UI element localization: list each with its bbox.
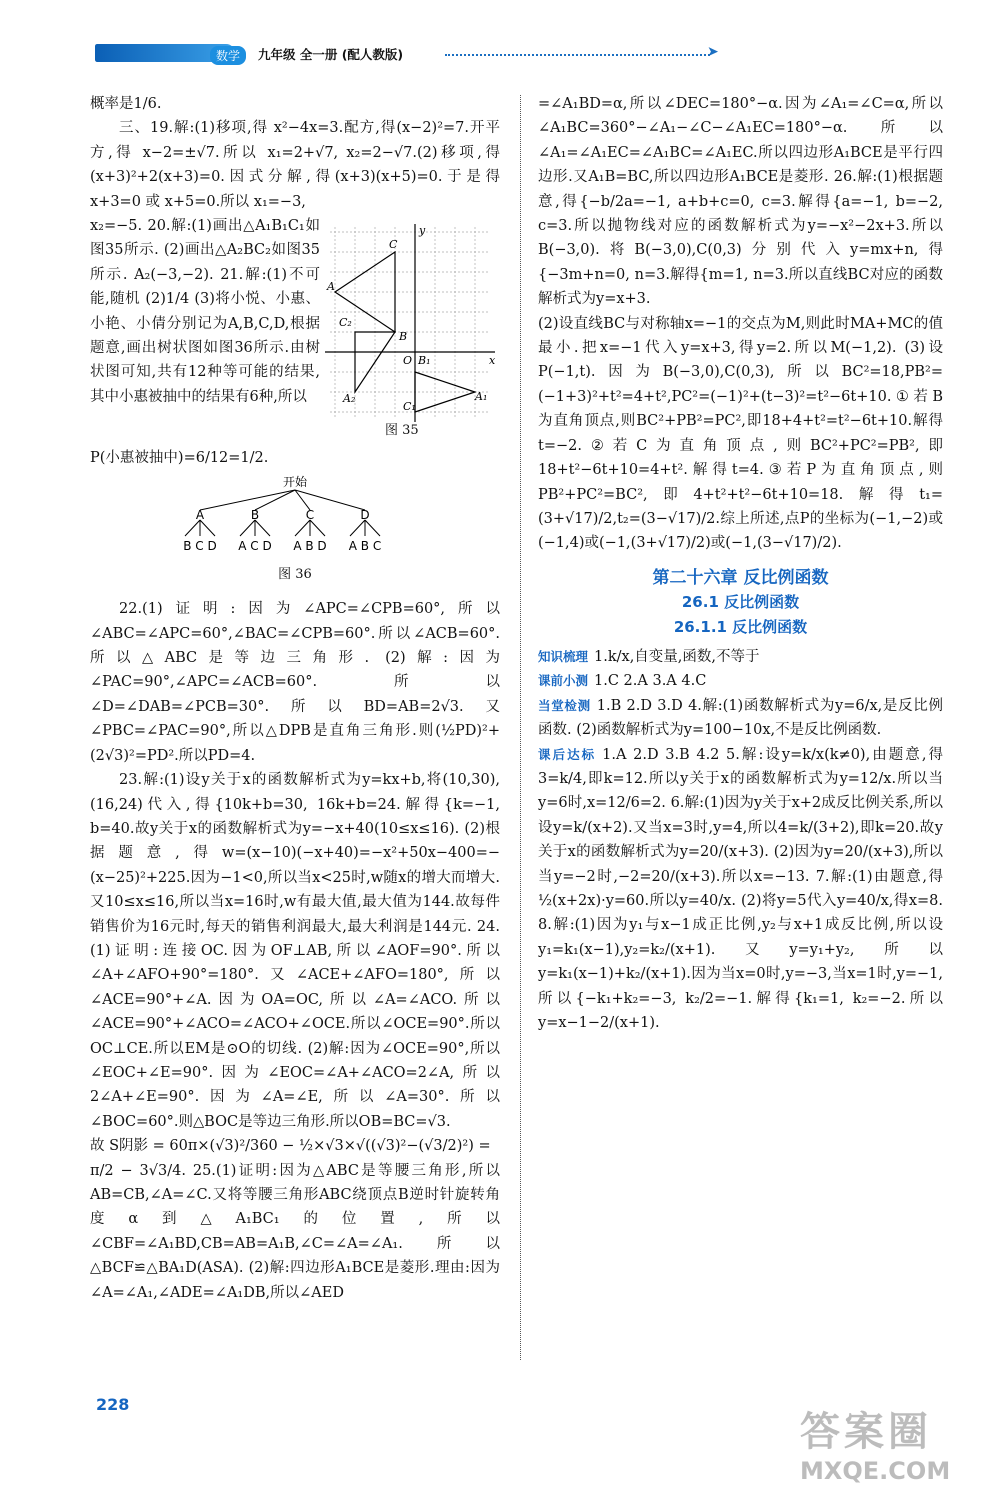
- left-column: [90, 92, 500, 1305]
- svg-text:y: y: [419, 224, 426, 238]
- watermark: [800, 1400, 950, 1485]
- paragraph: 概率是1/6.: [90, 96, 162, 112]
- watermark-url: MXQE.COM: [800, 1457, 951, 1485]
- svg-text:A₁: A₁: [475, 390, 488, 404]
- tree-node: C: [305, 508, 315, 523]
- chapter-title: 第二十六章 反比例函数: [652, 567, 829, 588]
- tree-node: B: [250, 508, 260, 523]
- paragraph: P(小惠被抽中)=6/12=1/2.: [90, 450, 269, 467]
- figure-36-tree: [90, 474, 500, 587]
- figure-35-grid: [325, 222, 500, 422]
- answer-row: [538, 669, 943, 693]
- answer-row: [538, 645, 943, 669]
- answer-text: 1.k/x,自变量,函数,不等于: [594, 648, 760, 665]
- tag-label: 当堂检测: [538, 697, 591, 713]
- subsection-title: 26.1.1 反比例函数: [673, 617, 808, 636]
- subject-badge: 数学: [210, 46, 246, 65]
- paragraph: 23.解:(1)设y关于x的函数解析式为y=kx+b,将(10,30),(16,24)代入,得{10k+b=30, 16k+b=24.解得{k=−1, b=40.故y关于x的函数解析式为y=−x+40(10≤x≤16). (2)根据题意,得w=(x−10)(−x+40)=−x²+50x−400=−(x−25)²+225.因为−1<0,所以当x<25时,w随x的增大而增大.又10≤x≤16,所以当x=16时,w有最大值,最大值为144.故每件销售价为16元时,每天的销售利润最大,最大利润是144元. 24.(1)证明:连接OC.因为OF⊥AB,所以∠AOF=90°.所以∠A+∠AFO+90°=180°.又∠ACE+∠AFO=180°,所以∠ACE=90°+∠A.因为OA=OC,所以∠A=∠ACO.所以∠ACE=90°+∠ACO=∠ACO+∠OCE.所以∠OCE=90°.所以OC⊥CE.所以EM是⊙O的切线. (2)解:因为∠OCE=90°,所以∠EOC+∠E=90°.因为∠EOC=∠A+∠ACO=2∠A,所以2∠A+∠E=90°.因为∠A=∠E,所以∠A=30°.所以∠BOC=60°.则△BOC是等边三角形.所以OB=BC=√3.: [90, 772, 500, 1130]
- paragraph: 故 S阴影 = 60π×(√3)²/360 − ½×√3×√((√3)²−(√3/2)²) =: [90, 1138, 491, 1155]
- paragraph: x₂=−5. 20.解:(1)画出△A₁B₁C₁如图35所示. (2)画出△A₂BC₂如图35所示. A₂(−3,−2). 21.解:(1)不可能,随机 (2)1/4 (3)将小悦、小惠、小艳、小倩分别记为A,B,C,D,根据题意,画出树状图如图36所示.由树状图可知,共有12种等可能的结果,其中小惠被抽中的结果有6种,所以: [90, 218, 320, 405]
- tree-diagram: [170, 474, 420, 554]
- figure-35-block: [90, 214, 500, 439]
- svg-text:B: B: [399, 330, 408, 344]
- figure-35-caption: 图 35: [385, 423, 419, 439]
- paragraph: (2)设直线BC与对称轴x=−1的交点为M,则此时MA+MC的值最小.把x=−1代入y=x+3,得y=2.所以M(−1,2). (3)设P(−1,t).因为B(−3,0),C(0,3),所以BC²=18,PB²=(−1+3)²+t²=4+t²,PC²=(−1)²+(t−3)²=t²−6t+10.①若B为直角顶点,则BC²+PB²=PC²,即18+4+t²=t²−6t+10.解得t=−2.②若C为直角顶点,则BC²+PC²=PB²,即18+t²−6t+10=4+t².解得t=4.③若P为直角顶点,则PB²+PC²=BC²,即4+t²+t²−6t+10=18.解得t₁=(3+√17)/2,t₂=(3−√17)/2.综上所述,点P的坐标为(−1,−2)或(−1,4)或(−1,(3+√17)/2)或(−1,(3−√17)/2).: [538, 315, 943, 552]
- paragraph: 三、19.解:(1)移项,得 x²−4x=3.配方,得(x−2)²=7.开平方,得 x−2=±√7.所以 x₁=2+√7, x₂=2−√7.(2)移项,得(x+3)²+2(x+3)=0.因式分解,得(x+3)(x+5)=0.于是得 x+3=0 或 x+5=0.所以 x₁=−3,: [90, 120, 500, 210]
- tree-leaves: A C D: [238, 539, 272, 554]
- tag-label: 知识梳理: [538, 648, 589, 664]
- paragraph: 22.(1)证明:因为∠APC=∠CPB=60°,所以∠ABC=∠APC=60°,∠BAC=∠CPB=60°.所以∠ACB=60°.所以△ABC是等边三角形. (2)解:因为∠PAC=90°,∠APC=∠ACB=60°.所以∠D=∠DAB=∠PCB=30°.所以BD=AB=2√3.又∠PBC=∠PAC=90°,所以△DPB是直角三角形.则(½PD)²+(2√3)²=PD².所以PD=4.: [90, 601, 500, 764]
- svg-text:x: x: [489, 354, 496, 368]
- svg-text:C: C: [389, 238, 398, 252]
- watermark-text: 答案圈: [800, 1409, 932, 1455]
- figure-36-caption: 图 36: [278, 566, 312, 582]
- answer-row: [538, 694, 943, 743]
- tag-label: 课前小测: [538, 673, 589, 689]
- answer-row: [538, 743, 943, 1036]
- right-column: [538, 92, 943, 1035]
- book-meta: 九年级 全一册 (配人教版): [258, 47, 404, 62]
- svg-text:C₁: C₁: [403, 400, 416, 414]
- column-divider: [520, 95, 521, 1360]
- svg-text:O: O: [403, 354, 413, 368]
- tree-node: A: [195, 508, 205, 523]
- header-dotted-rule: [445, 54, 710, 56]
- paragraph: π/2 − 3√3/4. 25.(1)证明:因为△ABC是等腰三角形,所以AB=CB,∠A=∠C.又将等腰三角形ABC绕顶点B逆时针旋转角度α到△A₁BC₁的位置,所以∠CBF=∠A₁BD,CB=AB=A₁B,∠C=∠A=∠A₁.所以△BCF≌△BA₁D(ASA). (2)解:四边形A₁BCE是菱形.理由:因为∠A=∠A₁,∠ADE=∠A₁DB,所以∠AED: [90, 1162, 500, 1301]
- tree-leaves: A B D: [293, 539, 327, 554]
- tree-node: D: [360, 508, 370, 523]
- section-title: 26.1 反比例函数: [681, 593, 800, 612]
- answer-text: 1.B 2.D 3.D 4.解:(1)函数解析式为y=6/x,是反比例函数. (2)函数解析式为y=100−10x,不是反比例函数.: [538, 697, 943, 739]
- svg-text:A₂: A₂: [343, 392, 356, 406]
- page-header: [95, 40, 719, 68]
- tag-label: 课后达标: [538, 746, 597, 762]
- arrow-icon: ➤: [707, 44, 719, 60]
- page-number: 228: [96, 1395, 130, 1414]
- tree-leaves: A B C: [348, 539, 382, 554]
- svg-text:C₂: C₂: [339, 316, 352, 330]
- svg-text:A: A: [327, 280, 335, 294]
- svg-text:B₁: B₁: [418, 354, 431, 368]
- tree-leaves: B C D: [183, 539, 217, 554]
- answer-text: 1.C 2.A 3.A 4.C: [594, 673, 707, 690]
- answer-text: 1.A 2.D 3.B 4.2 5.解:设y=k/x(k≠0),由题意,得3=k/4,即k=12.所以y关于x的函数解析式为y=12/x.所以当y=6时,x=12/6=2. 6.解:(1)因为y关于x+2成反比例关系,所以设y=k/(x+2).又当x=3时,y=4,所以4=k/(3+2),即k=20.故y关于x的函数解析式为y=20/(x+3). (2)因为y=20/(x+3),所以当y=−2时,−2=20/(x+3).所以x=−13. 7.解:(1)由题意,得½(x+2x)·y=60.所以y=40/x. (2)将y=5代入y=40/x,得x=8. 8.解:(1)因为y₁与x−1成正比例,y₂与x+1成反比例,所以设y₁=k₁(x−1),y₂=k₂/(x+1).又y=y₁+y₂,所以y=k₁(x−1)+k₂/(x+1).因为当x=0时,y=−3,当x=1时,y=−1,所以{−k₁+k₂=−3, k₂/2=−1.解得{k₁=1, k₂=−2.所以y=x−1−2/(x+1).: [538, 746, 943, 1032]
- paragraph: =∠A₁BD=α,所以∠DEC=180°−α.因为∠A₁=∠C=α,所以∠A₁BC=360°−∠A₁−∠C−∠A₁EC=180°−α.所以∠A₁=∠A₁EC=∠A₁BC=∠A₁EC.所以四边形A₁BCE是平行四边形.又A₁B=BC,所以四边形A₁BCE是菱形. 26.解:(1)根据题意,得{−b/2a=−1, a+b+c=0, c=3.解得{a=−1, b=−2, c=3.所以抛物线对应的函数解析式为y=−x²−2x+3.所以B(−3,0).将B(−3,0),C(0,3)分别代入y=mx+n,得{−3m+n=0, n=3.解得{m=1, n=3.所以直线BC对应的函数解析式为y=x+3.: [538, 96, 943, 308]
- tree-root: 开始: [282, 475, 308, 490]
